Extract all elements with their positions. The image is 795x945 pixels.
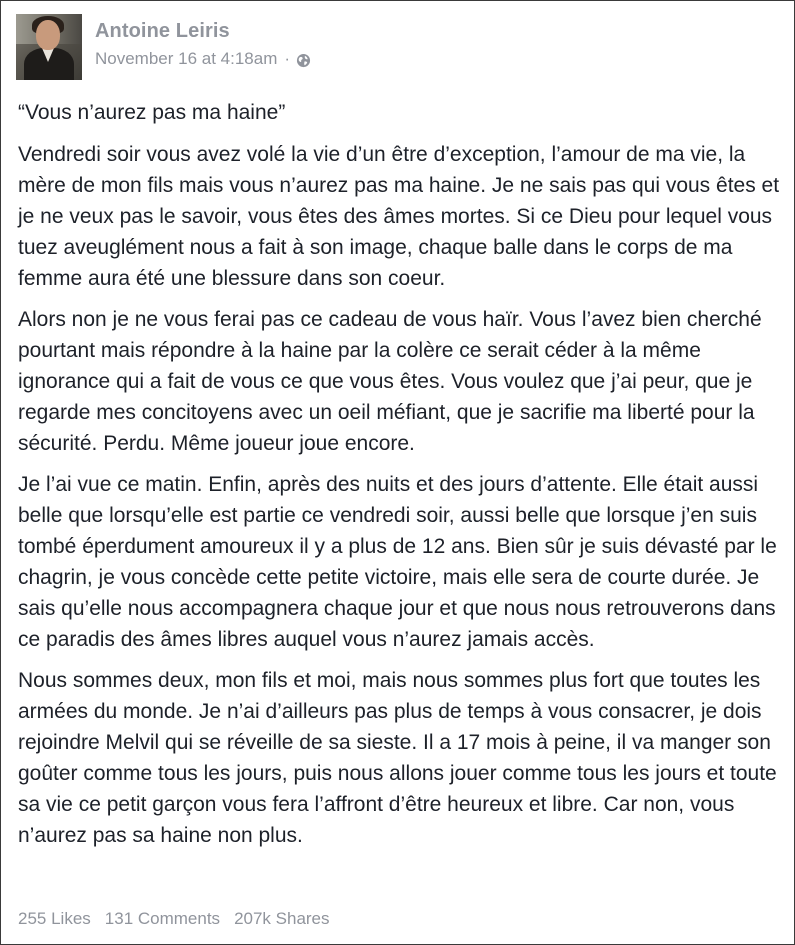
- post-header: [16, 14, 311, 80]
- post-content: [18, 97, 783, 861]
- author-name[interactable]: Antoine Leiris: [95, 20, 230, 42]
- post-stats: [18, 908, 330, 930]
- post-paragraph: Vendredi soir vous avez volé la vie d’un être d’exception, l’amour de ma vie, la mère de mon fils mais vous n’aurez pas ma haine. Je ne sais pas qui vous êtes et je ne veux pas le savoir, vous êtes des âmes mortes. Si ce Dieu pour lequel vous tuez aveuglément nous a fait à son image, chaque balle dans le corps de ma femme aura été une blessure dans son coeur.: [18, 143, 780, 290]
- post-paragraph: Alors non je ne vous ferai pas ce cadeau de vous haïr. Vous l’avez bien cherché pourtant mais répondre à la haine par la colère ce serait céder à la même ignorance qui a fait de vous ce que vous êtes. Vous voulez que j’ai peur, que je regarde mes concitoyens avec un oeil méfiant, que je sacrifie ma liberté pour la sécurité. Perdu. Même joueur joue encore.: [18, 308, 762, 455]
- post-paragraph-title: “Vous n’aurez pas ma haine”: [18, 101, 286, 124]
- shares-count[interactable]: 207k Shares: [234, 909, 330, 928]
- post-timeline: [95, 48, 311, 70]
- globe-icon[interactable]: [296, 52, 311, 67]
- post-meta: [95, 14, 311, 70]
- post-timestamp[interactable]: November 16 at 4:18am: [95, 49, 278, 68]
- comments-count[interactable]: 131 Comments: [104, 909, 221, 928]
- post-paragraph: Nous sommes deux, mon fils et moi, mais nous sommes plus fort que toutes les armées du monde. Je n’ai d’ailleurs pas plus de temps à vous consacrer, je dois rejoindre Melvil qui se réveille de sa sieste. Il a 17 mois à peine, il va manger son goûter comme tous les jours, puis nous allons jouer comme tous les jours et toute sa vie ce petit garçon vous fera l’affront d’être heureux et libre. Car non, vous n’aurez pas sa haine non plus.: [18, 669, 777, 847]
- likes-count[interactable]: 255 Likes: [18, 909, 91, 928]
- avatar[interactable]: [16, 14, 82, 80]
- meta-separator: ·: [284, 49, 291, 68]
- post-paragraph: Je l’ai vue ce matin. Enfin, après des nuits et des jours d’attente. Elle était aussi belle que lorsqu’elle est partie ce vendredi soir, aussi belle que lorsque j’en suis tombé éperdument amoureux il y a plus de 12 ans. Bien sûr je suis dévasté par le chagrin, je vous concède cette petite victoire, mais elle sera de courte durée. Je sais qu’elle nous accompagnera chaque jour et que nous nous retrouverons dans ce paradis des âmes libres auquel vous n’aurez jamais accès.: [18, 473, 777, 651]
